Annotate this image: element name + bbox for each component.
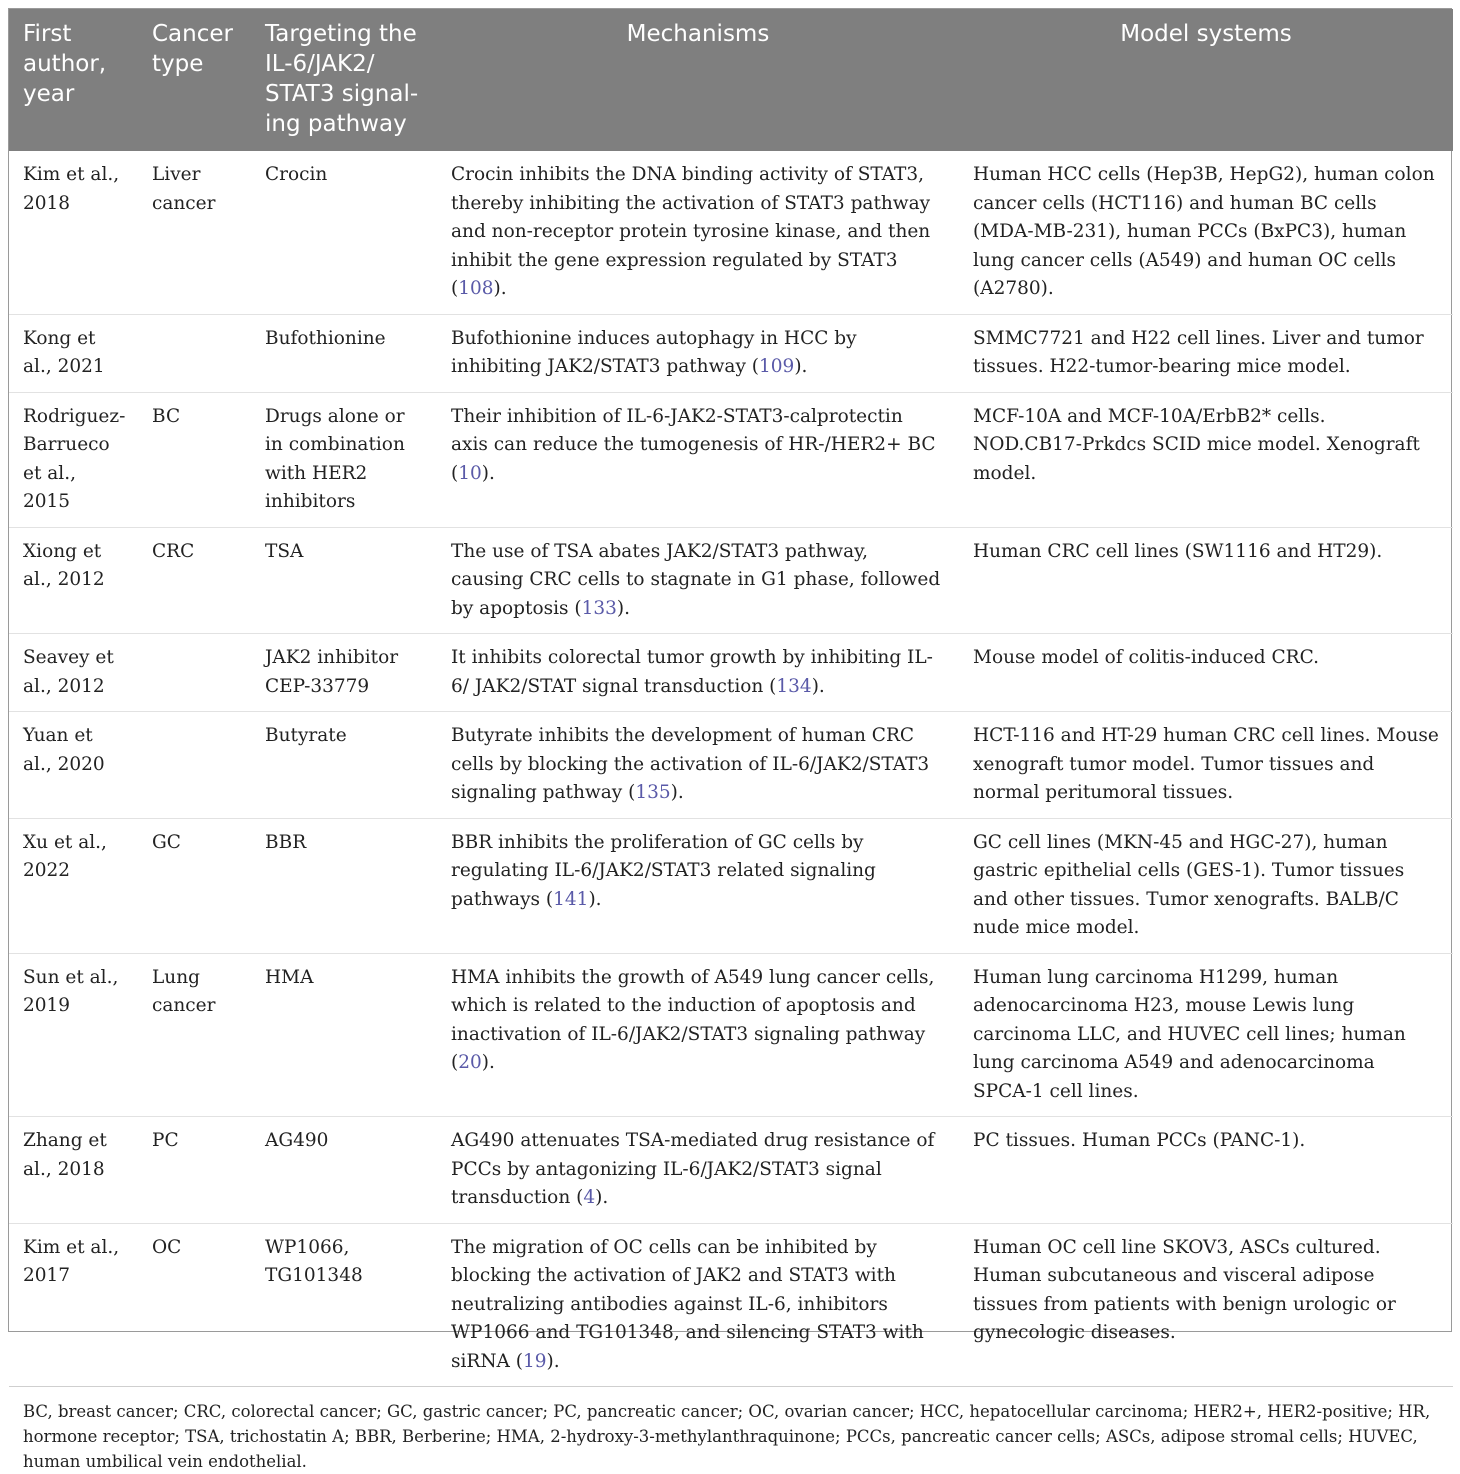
cell-cancer-type: PC [138, 1117, 251, 1224]
mechanism-text: The migration of OC cells can be inhibited by blocking the activation of JAK2 and STAT3 with neutralizing antibodies against IL-6, inhibitors WP1066 and TG101348, and silencing STAT3 with siRNA ( [451, 1236, 924, 1372]
cell-mechanism [437, 953, 959, 1117]
cell-mechanism [437, 818, 959, 953]
cell-cancer-type: GC [138, 818, 251, 953]
cell-cancer-type [138, 634, 251, 712]
header-cancer-type: Cancer type [138, 9, 251, 151]
cell-mechanism [437, 634, 959, 712]
mechanism-text-end: ). [546, 1350, 560, 1372]
data-table [9, 9, 1453, 1387]
mechanism-text: Crocin inhibits the DNA binding activity of STAT3, thereby inhibiting the activation of STAT3 pathway and non-receptor protein tyrosine kinase, and then inhibit the gene expression regulated by STAT3 ( [451, 164, 931, 299]
cell-target: Crocin [251, 151, 437, 314]
reference-link[interactable]: 141 [553, 888, 589, 910]
cell-author: Kim et al., 2018 [9, 151, 138, 314]
cell-author: Rodriguez-Barrueco et al., 2015 [9, 392, 138, 527]
cell-mechanism [437, 314, 959, 392]
table-footnote: BC, breast cancer; CRC, colorectal cancer; GC, gastric cancer; PC, pancreatic cancer; OC, ovarian cancer; HCC, hepatocellular carcinoma; HER2+, HER2-positive; HR, hormone receptor; TSA, trichostatin A; BBR, Berberine; HMA, 2-hydroxy-3-methylanthraquinone; PCCs, pancreatic cancer cells; ASCs, adipose stromal cells; HUVEC, human umbilical vein endothelial. [23, 1402, 1431, 1471]
cell-target: TSA [251, 527, 437, 634]
header-model-systems: Model systems [959, 9, 1453, 151]
cell-model-systems: MCF-10A and MCF-10A/ErbB2* cells. NOD.CB17-Prkdcs SCID mice model. Xenograft model. [959, 392, 1453, 527]
cell-cancer-type: CRC [138, 527, 251, 634]
table-row [9, 712, 1453, 819]
reference-link[interactable]: 109 [759, 356, 795, 377]
cell-model-systems: Human CRC cell lines (SW1116 and HT29). [959, 527, 1453, 634]
table-frame [8, 8, 1452, 1471]
cell-author: Sun et al., 2019 [9, 953, 138, 1117]
table-row [9, 818, 1453, 953]
mechanism-text-end: ). [481, 1052, 495, 1073]
cell-target: BBR [251, 818, 437, 953]
header-mechanisms: Mechanisms [437, 9, 959, 151]
cell-mechanism [437, 151, 959, 314]
mechanism-text: Their inhibition of IL-6-JAK2-STAT3-calprotectin axis can reduce the tumogenesis of HR-/HER2+ BC ( [451, 405, 936, 484]
reference-link[interactable]: 133 [581, 597, 617, 619]
mechanism-text: It inhibits colorectal tumor growth by inhibiting IL-6/ JAK2/STAT signal transduction ( [451, 647, 933, 697]
table-row [9, 634, 1453, 712]
cell-model-systems: Human HCC cells (Hep3B, HepG2), human colon cancer cells (HCT116) and human BC cells (MDA-MB-231), human PCCs (BxPC3), human lung cancer cells (A549) and human OC cells (A2780). [959, 151, 1453, 314]
mechanism-text: AG490 attenuates TSA-mediated drug resistance of PCCs by antagonizing IL-6/JAK2/STAT3 signal transduction ( [451, 1130, 935, 1208]
cell-cancer-type: BC [138, 392, 251, 527]
cell-model-systems: Human OC cell line SKOV3, ASCs cultured. Human subcutaneous and visceral adipose tissues from patients with benign urologic or gynecologic diseases. [959, 1223, 1453, 1387]
reference-link[interactable]: 108 [458, 278, 494, 299]
cell-mechanism [437, 392, 959, 527]
cell-target: Butyrate [251, 712, 437, 819]
table-row [9, 1223, 1453, 1387]
table-row [9, 151, 1453, 314]
mechanism-text-end: ). [794, 356, 808, 377]
mechanism-text-end: ). [595, 1187, 609, 1208]
mechanism-text-end: ). [481, 462, 495, 484]
cell-author: Kim et al., 2017 [9, 1223, 138, 1387]
cell-mechanism [437, 1223, 959, 1387]
mechanism-text: Bufothionine induces autophagy in HCC by inhibiting JAK2/STAT3 pathway ( [451, 327, 857, 377]
cell-cancer-type: OC [138, 1223, 251, 1387]
reference-link[interactable]: 10 [458, 462, 482, 484]
reference-link[interactable]: 4 [583, 1187, 596, 1208]
mechanism-text: The use of TSA abates JAK2/STAT3 pathway, causing CRC cells to stagnate in G1 phase, followed by apoptosis ( [451, 540, 941, 619]
cell-target: JAK2 inhibitor CEP-33779 [251, 634, 437, 712]
mechanism-text-end: ). [493, 278, 507, 299]
cell-model-systems: HCT-116 and HT-29 human CRC cell lines. Mouse xenograft tumor model. Tumor tissues and normal peritumoral tissues. [959, 712, 1453, 819]
mechanism-text-end: ). [811, 675, 825, 697]
cell-model-systems: Human lung carcinoma H1299, human adenocarcinoma H23, mouse Lewis lung carcinoma LLC, and HUVEC cell lines; human lung carcinoma A549 and adenocarcinoma SPCA-1 cell lines. [959, 953, 1453, 1117]
cell-cancer-type [138, 712, 251, 819]
reference-link[interactable]: 20 [458, 1052, 482, 1073]
cell-author: Yuan et al., 2020 [9, 712, 138, 819]
header-first-author: First author, year [9, 9, 138, 151]
mechanism-text-end: ). [616, 597, 631, 619]
cell-target: HMA [251, 953, 437, 1117]
mechanism-text: HMA inhibits the growth of A549 lung cancer cells, which is related to the induction of apoptosis and inactivation of IL-6/JAK2/STAT3 signaling pathway ( [451, 966, 935, 1073]
cell-model-systems: Mouse model of colitis-induced CRC. [959, 634, 1453, 712]
cell-target: Drugs alone or in combination with HER2 inhibitors [251, 392, 437, 527]
cell-mechanism [437, 712, 959, 819]
cell-target: WP1066, TG101348 [251, 1223, 437, 1387]
table-row [9, 314, 1453, 392]
reference-link[interactable]: 19 [523, 1350, 547, 1372]
mechanism-text-end: ). [670, 782, 684, 803]
cell-author: Xu et al., 2022 [9, 818, 138, 953]
cell-model-systems: GC cell lines (MKN-45 and HGC-27), human gastric epithelial cells (GES-1). Tumor tissues and other tissues. Tumor xenografts. BALB/C nude mice model. [959, 818, 1453, 953]
cell-author: Xiong et al., 2012 [9, 527, 138, 634]
header-row [9, 9, 1453, 151]
cell-author: Zhang et al., 2018 [9, 1117, 138, 1224]
cell-cancer-type: Liver cancer [138, 151, 251, 314]
mechanism-text: BBR inhibits the proliferation of GC cells by regulating IL-6/JAK2/STAT3 related signaling pathways ( [451, 831, 876, 910]
cell-mechanism [437, 1117, 959, 1224]
cell-target: Bufothionine [251, 314, 437, 392]
cell-author: Seavey et al., 2012 [9, 634, 138, 712]
mechanism-text: Butyrate inhibits the development of human CRC cells by blocking the activation of IL-6/JAK2/STAT3 signaling pathway ( [451, 725, 930, 803]
mechanism-text-end: ). [588, 888, 602, 910]
cell-target: AG490 [251, 1117, 437, 1224]
reference-link[interactable]: 134 [776, 675, 812, 697]
reference-link[interactable]: 135 [635, 782, 671, 803]
cell-model-systems: PC tissues. Human PCCs (PANC-1). [959, 1117, 1453, 1224]
cell-cancer-type: Lung cancer [138, 953, 251, 1117]
cell-model-systems: SMMC7721 and H22 cell lines. Liver and tumor tissues. H22-tumor-bearing mice model. [959, 314, 1453, 392]
header-targeting: Targeting the IL-6/JAK2/ STAT3 signal-ing pathway [251, 9, 437, 151]
table-row [9, 953, 1453, 1117]
cell-author: Kong et al., 2021 [9, 314, 138, 392]
table-row [9, 392, 1453, 527]
cell-cancer-type [138, 314, 251, 392]
table-row [9, 527, 1453, 634]
cell-mechanism [437, 527, 959, 634]
table-row [9, 1117, 1453, 1224]
